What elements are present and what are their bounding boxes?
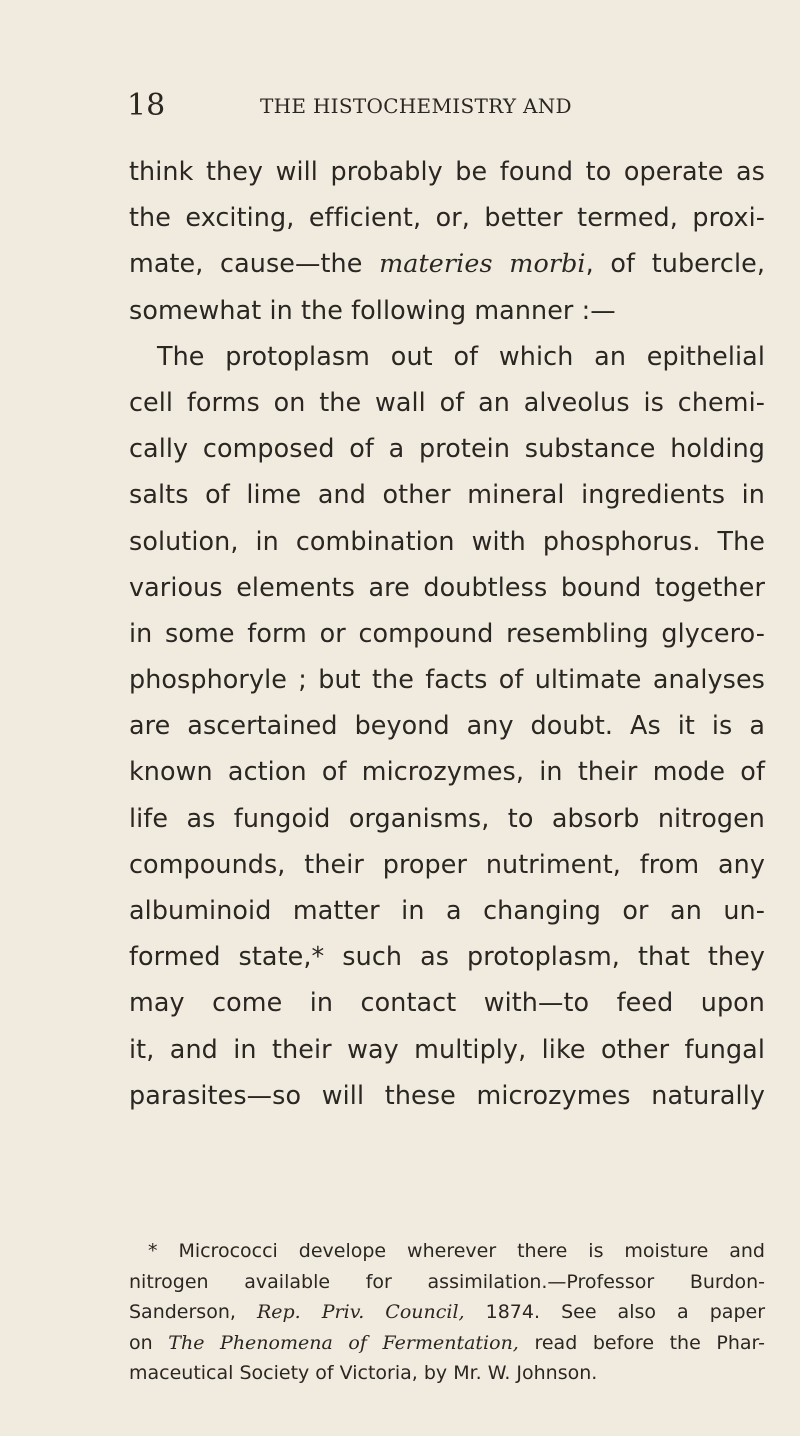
text-span: mate, cause—the: [129, 248, 380, 279]
text-line: life as fungoid organisms, to absorb nitrogen: [129, 802, 765, 833]
text-span: on: [129, 1331, 169, 1354]
footnote-line: * Micrococci develope wherever there is moisture and: [148, 1240, 765, 1262]
text-span: Sanderson,: [129, 1301, 257, 1324]
text-line: somewhat in the following manner :—: [129, 294, 616, 325]
text-line: cally composed of a protein substance holding: [129, 433, 765, 464]
text-span: read before the Phar-: [518, 1331, 765, 1354]
text-line: [129, 240, 765, 286]
footnote-line: [129, 1297, 765, 1328]
running-head: THE HISTOCHEMISTRY AND: [260, 94, 572, 118]
text-line: albuminoid matter in a changing or an un-: [129, 895, 765, 925]
text-span: 1874. See also a paper: [464, 1301, 766, 1324]
italic-citation: Rep. Priv. Council,: [256, 1301, 465, 1324]
text-line: compounds, their proper nutriment, from any: [129, 848, 765, 879]
text-line: The protoplasm out of which an epithelial: [157, 340, 765, 371]
text-line: the exciting, efficient, or, better termed, proxi-: [129, 202, 765, 233]
page-header: [0, 88, 800, 128]
text-line: solution, in combination with phosphorus. The: [129, 525, 765, 556]
footnote-line: [129, 1328, 765, 1359]
footnote-line: nitrogen available for assimilation.—Professor Burdon-: [129, 1270, 765, 1293]
text-line: salts of lime and other mineral ingredients in: [129, 479, 765, 510]
text-line: may come in contact with—to feed upon: [129, 987, 765, 1018]
text-line: are ascertained beyond any doubt. As it is a: [129, 710, 765, 741]
body-text: [129, 148, 765, 1118]
footnote-line: maceutical Society of Victoria, by Mr. W. Johnson.: [129, 1362, 598, 1385]
text-line: phosphoryle ; but the facts of ultimate analyses: [129, 664, 765, 695]
text-line: in some form or compound resembling glycero-: [129, 617, 765, 648]
text-line: formed state,* such as protoplasm, that they: [129, 941, 765, 972]
text-line: cell forms on the wall of an alveolus is chemi-: [129, 386, 765, 417]
text-line: parasites—so will these microzymes naturally: [129, 1079, 765, 1110]
text-line: known action of microzymes, in their mode of: [129, 756, 765, 787]
text-span: , of tubercle,: [585, 248, 765, 279]
text-line: it, and in their way multiply, like other fungal: [129, 1033, 765, 1064]
italic-title: The Phenomena of Fermentation,: [168, 1331, 519, 1354]
text-line: think they will probably be found to operate as: [129, 156, 765, 186]
text-line: various elements are doubtless bound together: [129, 571, 765, 602]
footnote: [129, 1236, 765, 1389]
italic-phrase: materies morbi: [379, 248, 586, 279]
page-number: 18: [127, 88, 166, 123]
